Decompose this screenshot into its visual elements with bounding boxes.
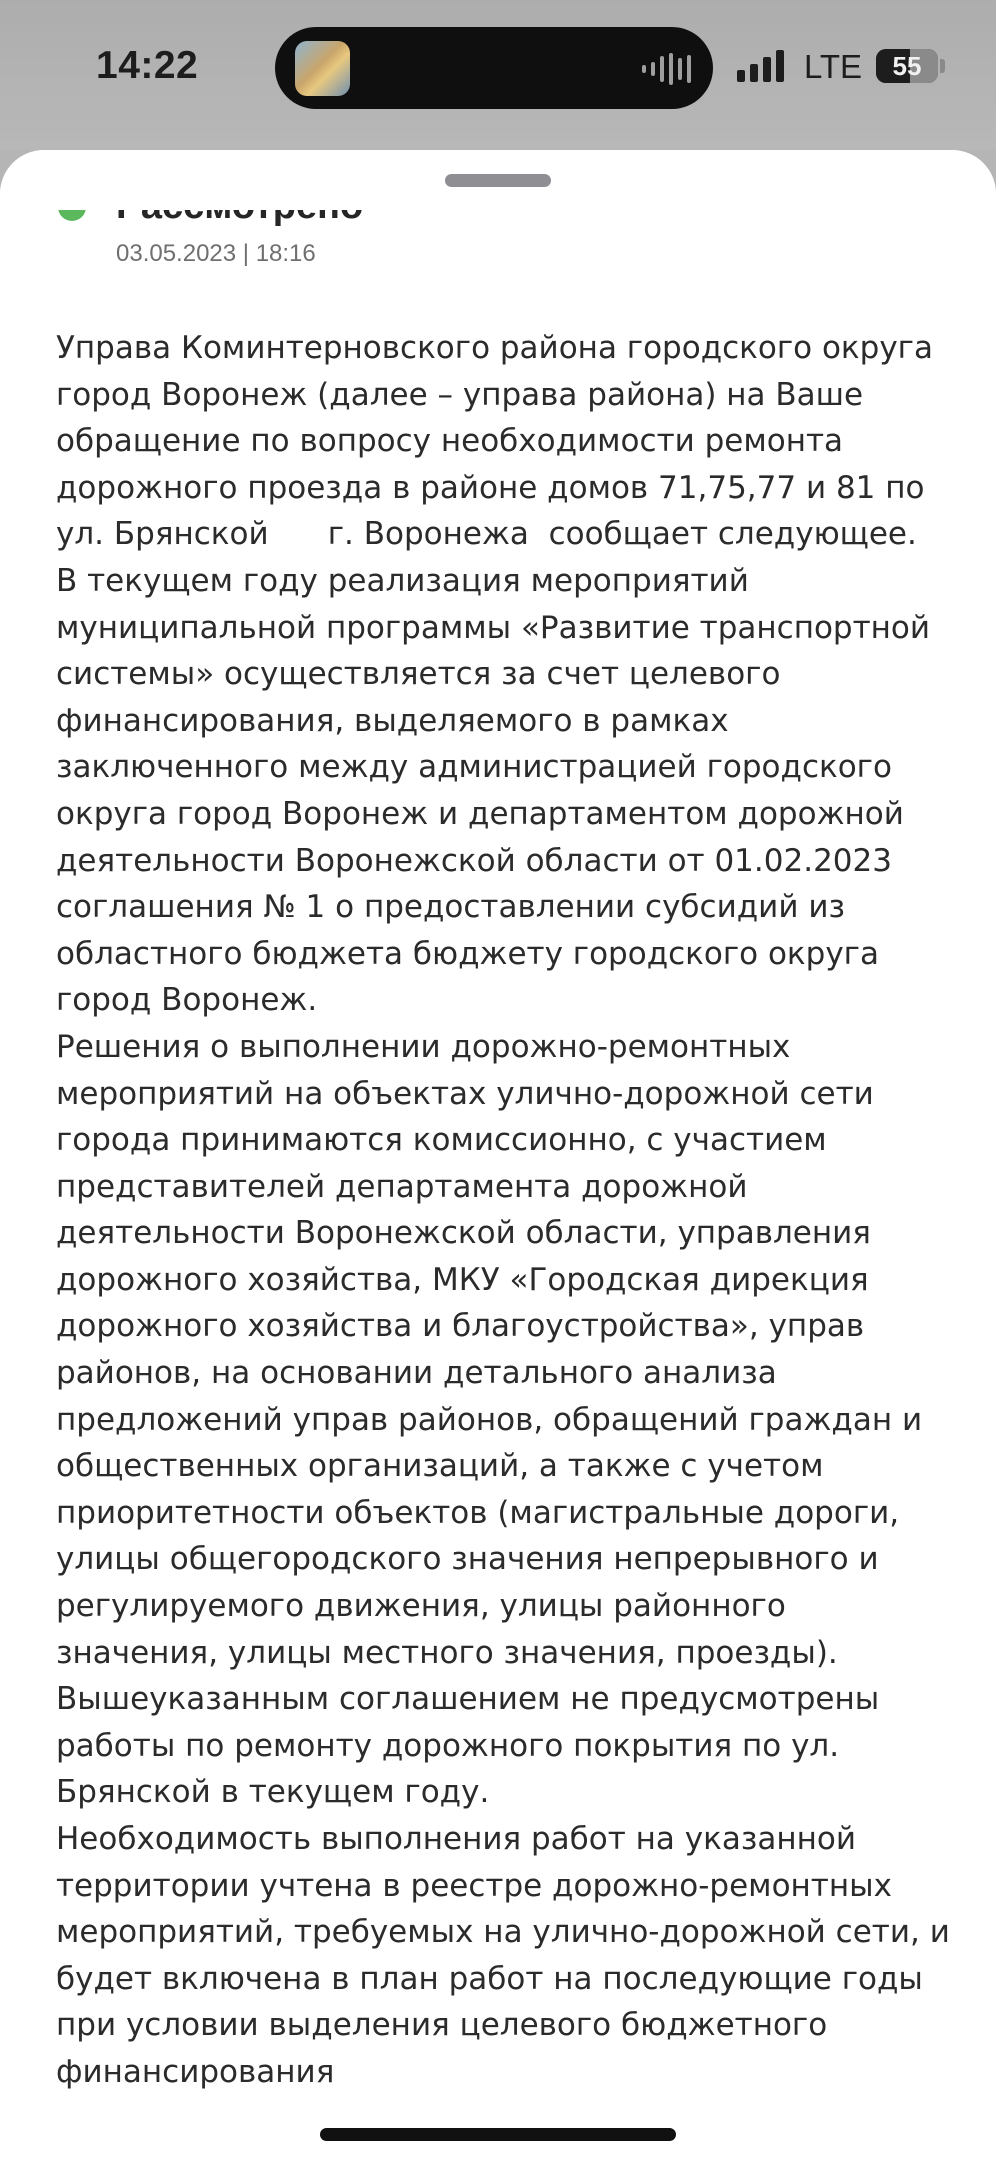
text-line: дорожного хозяйства и благоустройства», управ bbox=[56, 1308, 865, 1345]
text-line: значения, улицы местного значения, проезды). bbox=[56, 1634, 838, 1671]
status-bar bbox=[0, 0, 996, 150]
text-line: мероприятий, требуемых на улично-дорожной сети, и bbox=[56, 1914, 950, 1951]
text-line: системы» осуществляется за счет целевого bbox=[56, 656, 781, 693]
text-line: при условии выделения целевого бюджетного bbox=[56, 2007, 828, 2044]
text-line: ул. Брянской г. Воронежа сообщает следующее. bbox=[56, 516, 917, 553]
text-line: округа город Воронеж и департаментом дорожной bbox=[56, 795, 904, 832]
text-line: областного бюджета бюджету городского округа bbox=[56, 935, 879, 972]
text-line: Брянской в текущем году. bbox=[56, 1774, 490, 1811]
text-line: деятельности Воронежской области от 01.02.2023 bbox=[56, 842, 892, 879]
text-line: соглашения № 1 о предоставлении субсидий из bbox=[56, 889, 845, 926]
text-line: будет включена в план работ на последующие годы bbox=[56, 1960, 923, 1997]
response-text-area[interactable] bbox=[56, 325, 956, 2160]
text-line: улицы общегородского значения непрерывного и bbox=[56, 1541, 879, 1578]
text-line: территории учтена в реестре дорожно-ремонтных bbox=[56, 1867, 892, 1904]
sheet-grabber[interactable] bbox=[445, 174, 551, 187]
network-type: LTE bbox=[804, 48, 863, 85]
text-line: В текущем году реализация мероприятий bbox=[56, 562, 749, 599]
text-line: дорожного проезда в районе домов 71,75,77 и 81 по bbox=[56, 469, 925, 506]
media-thumbnail[interactable] bbox=[295, 41, 350, 96]
dynamic-island[interactable] bbox=[275, 27, 713, 109]
text-line: предложений управ районов, обращений граждан и bbox=[56, 1401, 923, 1438]
battery-tip bbox=[940, 59, 945, 73]
text-line: работы по ремонту дорожного покрытия по ул. bbox=[56, 1727, 840, 1764]
text-line: районов, на основании детального анализа bbox=[56, 1355, 777, 1392]
text-line: Управа Коминтерновского района городского округа bbox=[56, 330, 933, 366]
text-line: Необходимость выполнения работ на указанной bbox=[56, 1821, 856, 1857]
text-line: финансирования, выделяемого в рамках bbox=[56, 702, 729, 739]
audio-waveform-icon bbox=[642, 53, 691, 85]
text-line: города принимаются комиссионно, с участием bbox=[56, 1122, 827, 1159]
status-time: 14:22 bbox=[96, 44, 199, 87]
text-line: Вышеуказанным соглашением не предусмотрены bbox=[56, 1681, 880, 1718]
text-line: мероприятий на объектах улично-дорожной сети bbox=[56, 1075, 874, 1112]
text-line: обращение по вопросу необходимости ремонта bbox=[56, 423, 844, 460]
text-line: финансирования bbox=[56, 2053, 335, 2090]
battery-level: 55 bbox=[892, 51, 922, 81]
text-line: муниципальной программы «Развитие транспортной bbox=[56, 609, 931, 646]
response-text bbox=[56, 325, 956, 2096]
text-line: общественных организаций, а также с учетом bbox=[56, 1448, 824, 1485]
text-line: регулируемого движения, улицы районного bbox=[56, 1588, 786, 1625]
cellular-signal-icon bbox=[737, 50, 784, 82]
detail-sheet[interactable] bbox=[0, 150, 996, 2160]
text-line: заключенного между администрацией городского bbox=[56, 749, 892, 786]
text-line: представителей департамента дорожной bbox=[56, 1168, 748, 1205]
text-line: деятельности Воронежской области, управления bbox=[56, 1215, 871, 1252]
text-line: Решения о выполнении дорожно-ремонтных bbox=[56, 1028, 791, 1065]
status-date: 03.05.2023 | 18:16 bbox=[116, 240, 316, 267]
battery-icon bbox=[876, 49, 938, 83]
home-indicator[interactable] bbox=[320, 2128, 676, 2141]
text-line: дорожного хозяйства, МКУ «Городская дирекция bbox=[56, 1261, 869, 1298]
text-line: приоритетности объектов (магистральные дороги, bbox=[56, 1494, 900, 1531]
text-line: город Воронеж. bbox=[56, 982, 318, 1019]
text-line: город Воронеж (далее – управа района) на Ваше bbox=[56, 376, 864, 413]
